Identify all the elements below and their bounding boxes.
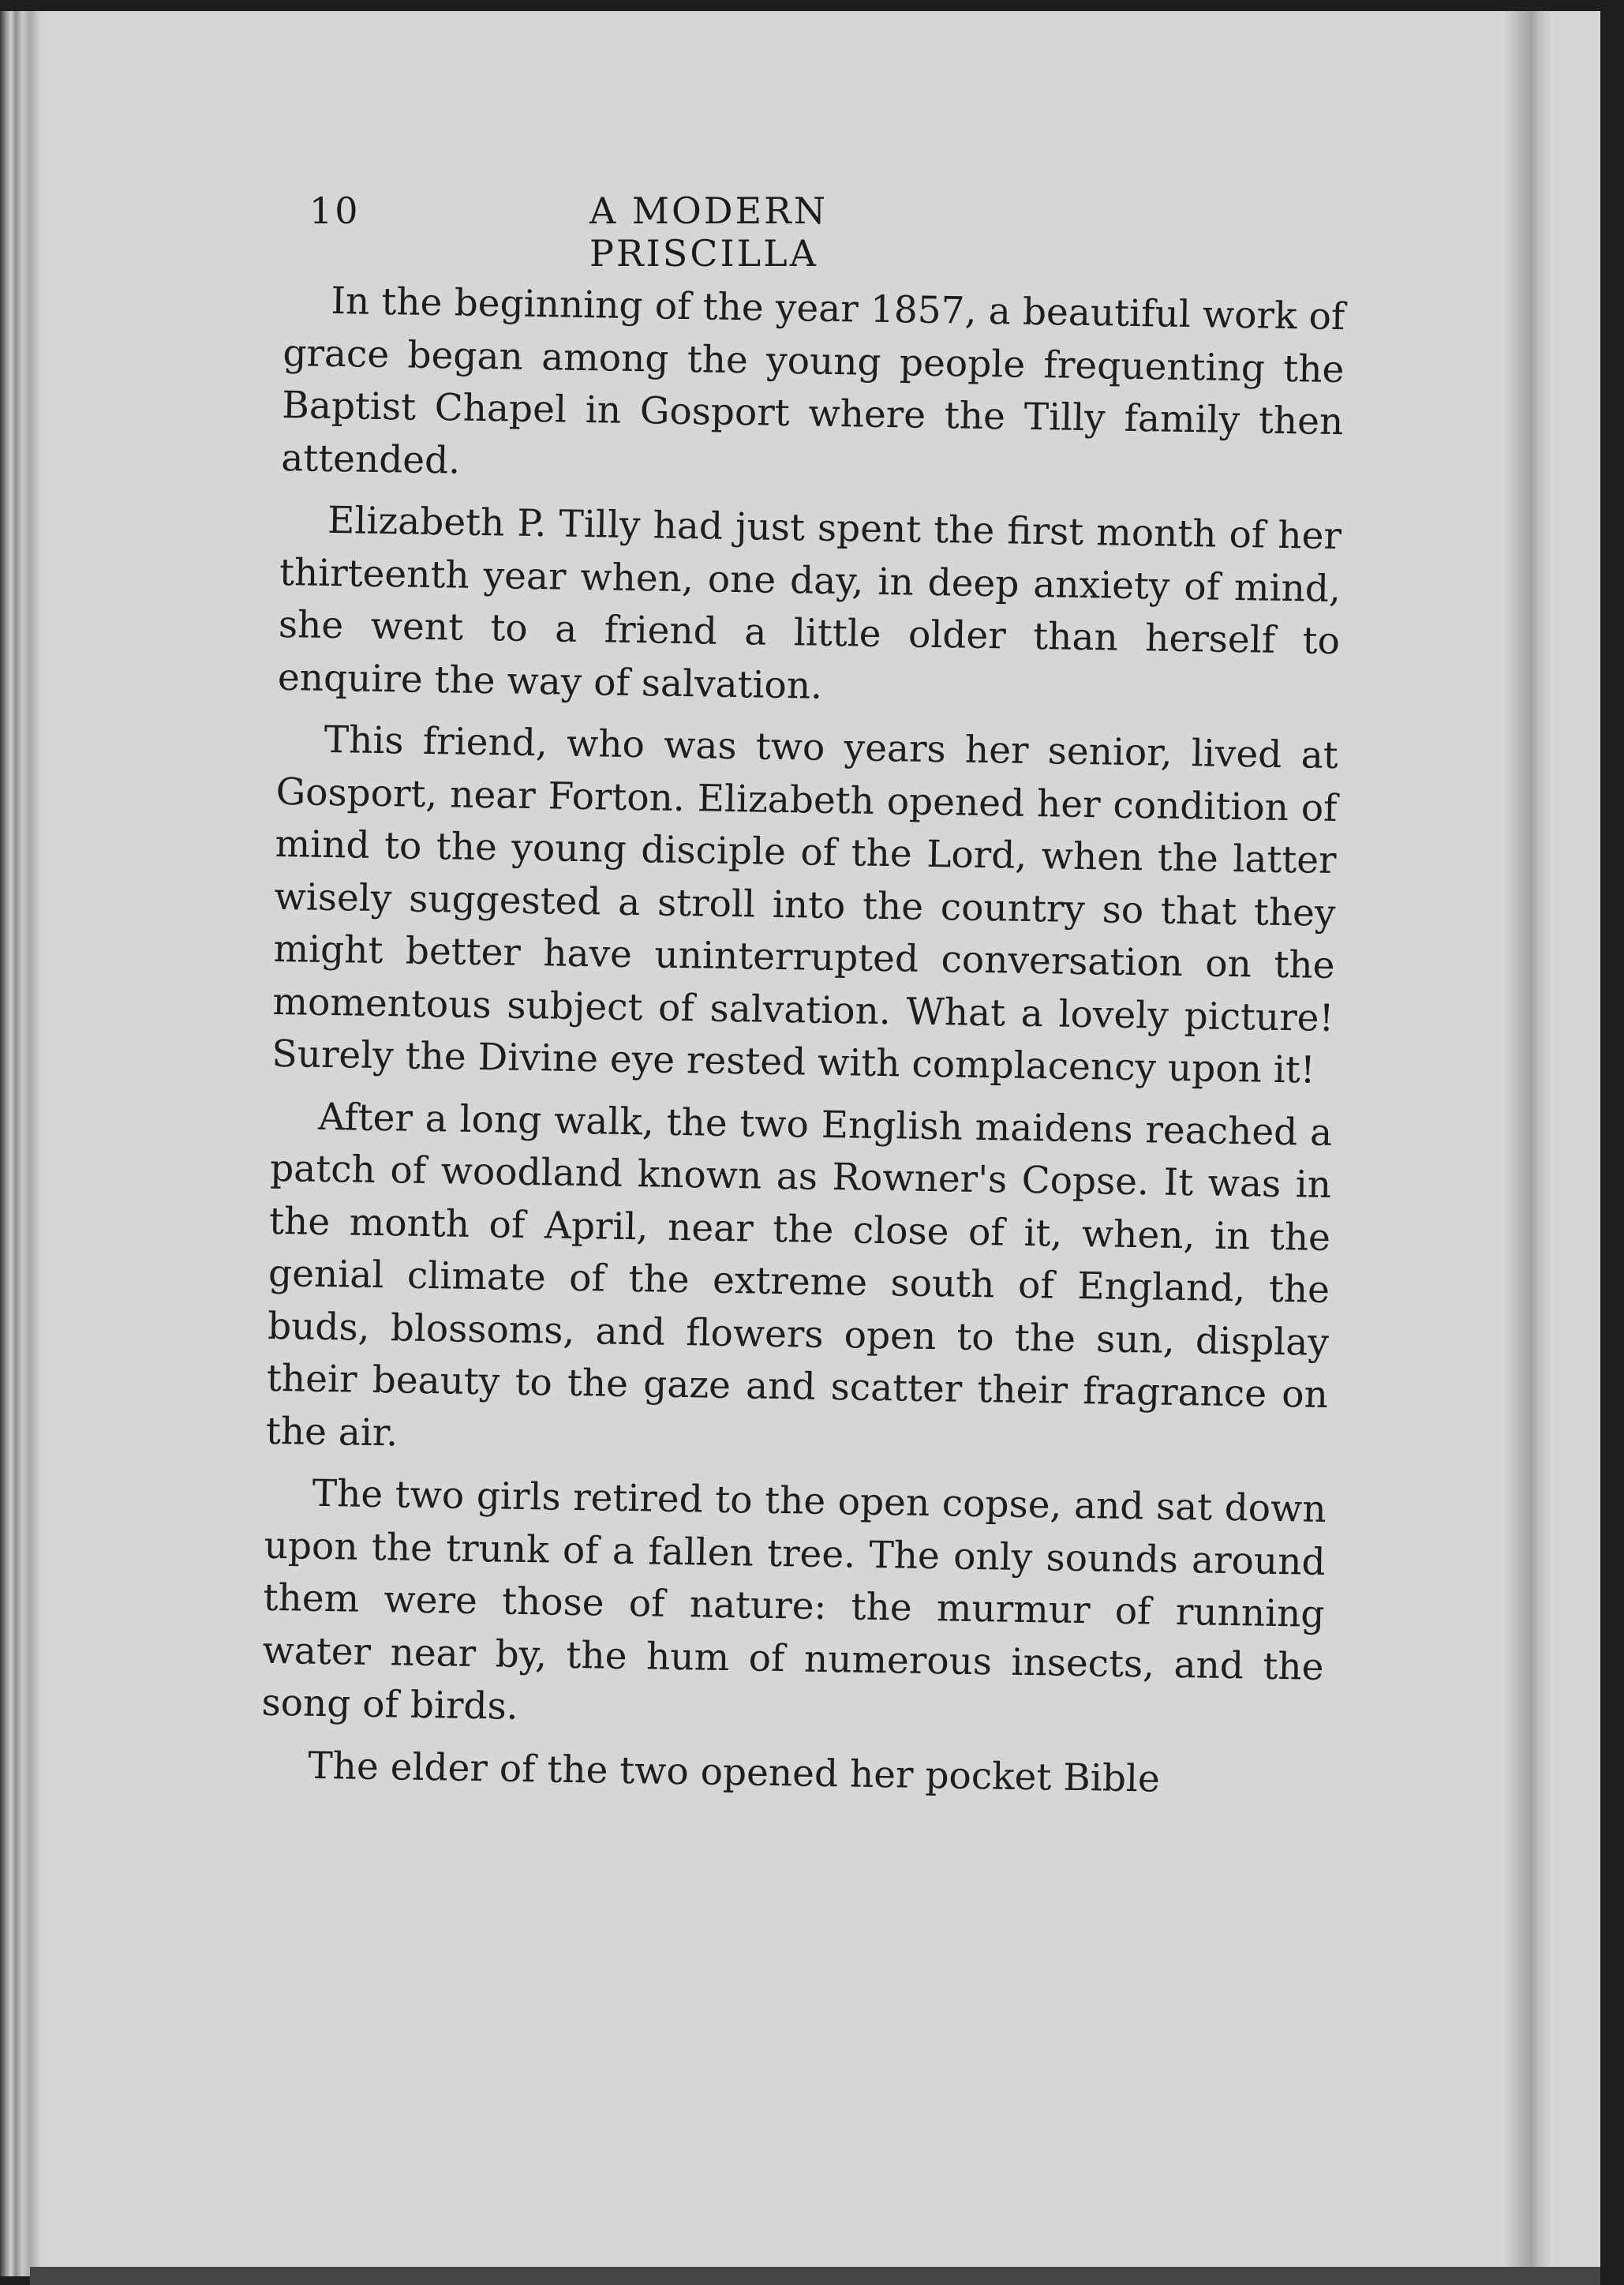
- paragraph: This friend, who was two years her senior, lived at Gosport, near Forton. Elizabeth opened her condition of mind to the young disciple of the Lord, when the latter wisely suggested a stroll into the country so that they might better have uninterrupted conversation on the momentous subject of salvation. What a lovely picture! Surely the Divine eye rested with complacency upon it!: [271, 717, 1339, 1092]
- paragraph: After a long walk, the two English maidens reached a patch of woodland known as Rowner's Copse. It was in the month of April, near the close of it, when, in the genial climate of the extreme south of England, the buds, blossoms, and flowers open to the sun, display their beauty to the gaze and scatter their fragrance on the air.: [265, 1095, 1333, 1455]
- paragraph: Elizabeth P. Tilly had just spent the first month of her thirteenth year when, one day, in deep anxiety of mind, she went to a friend a little older than herself to enquire the way of salvation.: [277, 498, 1342, 708]
- page-right-edge: [1503, 11, 1551, 2276]
- paragraph: The elder of the two opened her pocket Bible: [307, 1744, 1161, 1801]
- running-title: A MODERN PRISCILLA: [589, 189, 828, 275]
- paragraph: The two girls retired to the open copse, and sat down upon the trunk of a fallen tree. The only sounds around them were those of nature: the murmur of running water near by, the hum of numerous insects, and the song of birds.: [261, 1471, 1327, 1729]
- page-bottom-edge: [30, 2267, 1600, 2285]
- body-text: [260, 275, 1345, 1818]
- page-number: 10: [309, 189, 361, 232]
- running-header: [309, 189, 1067, 275]
- page-binding-edge: [0, 11, 49, 2276]
- paragraph: In the beginning of the year 1857, a beautiful work of grace began among the young people frequenting the Baptist Chapel in Gosport where the Tilly family then attended.: [280, 279, 1345, 483]
